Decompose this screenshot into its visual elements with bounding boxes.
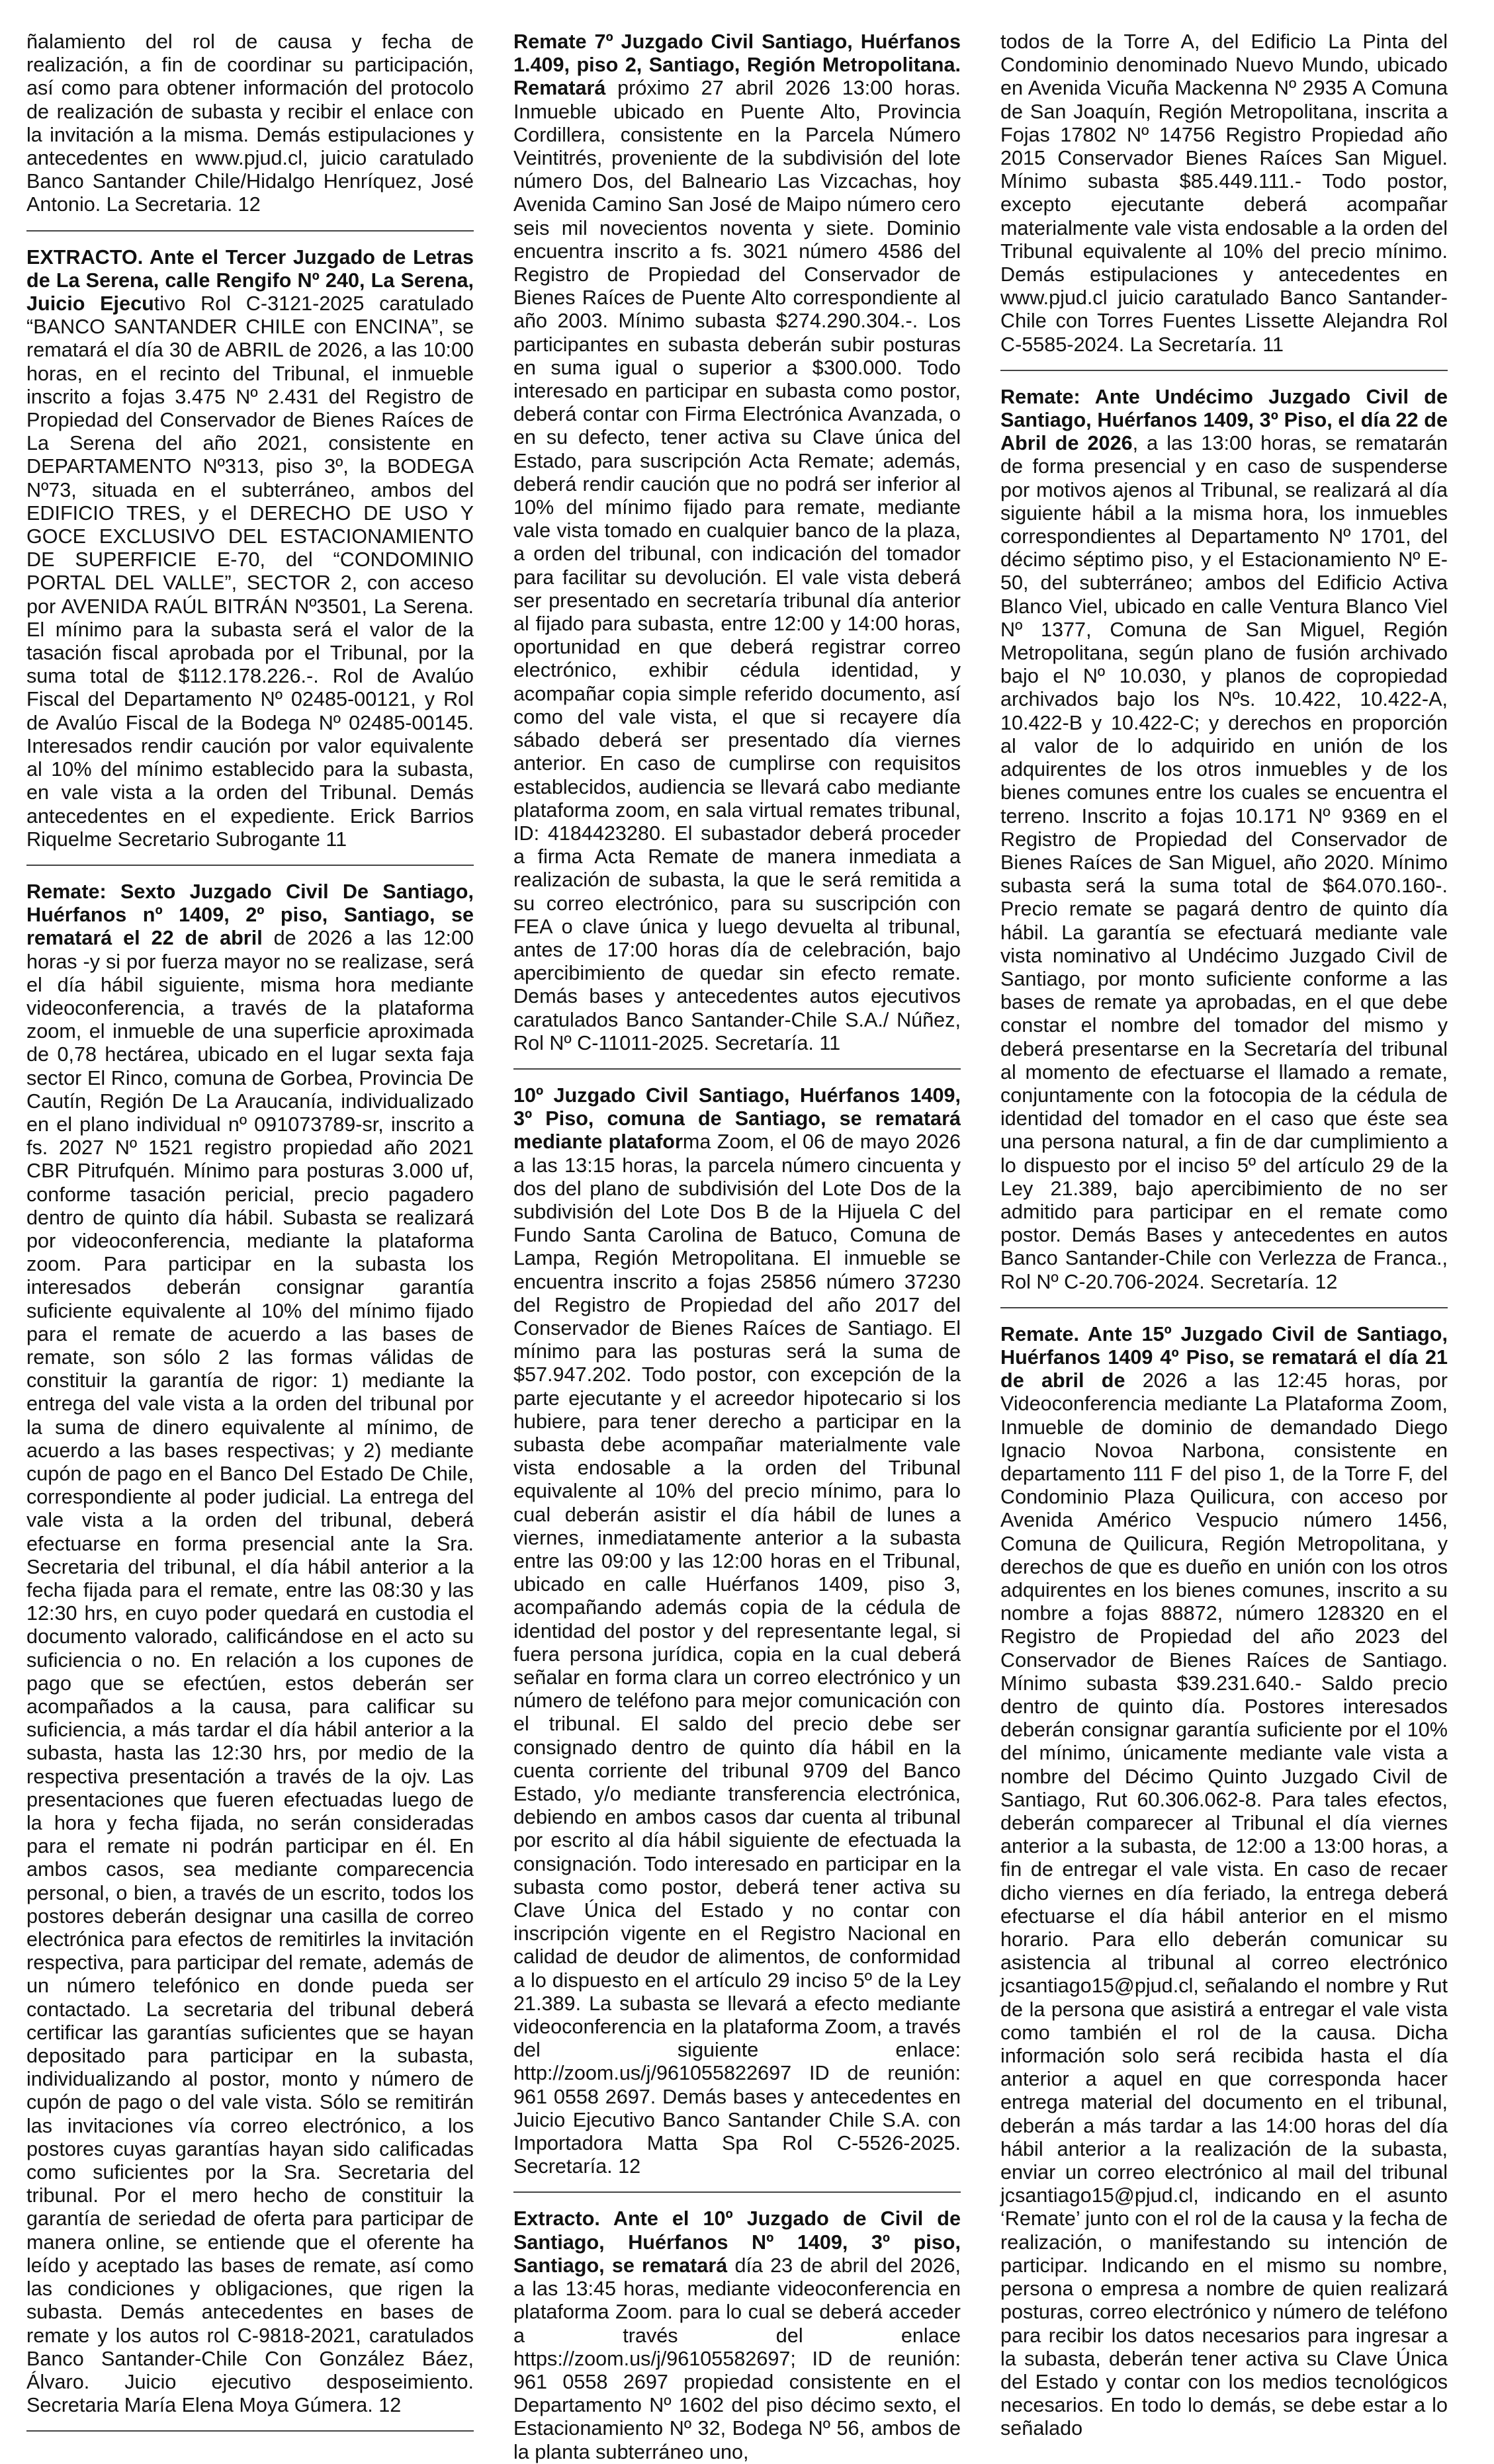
notice-divider — [26, 2430, 474, 2432]
notice-continuation-hidalgo — [26, 30, 474, 217]
notice-body: ñalamiento del rol de causa y fecha de realización, a fin de coordinar su participación, así como para obtener información del protocolo de realización de subasta y recibir el enlace con la invitación a la misma. Demás estipulaciones y antecedentes en www.pjud.cl, juicio caratulado Banco Santander Chile/Hidalgo Henríquez, José Antonio. La Secretaria. 12 — [26, 30, 474, 216]
notice-continuation-torres — [1000, 30, 1448, 357]
notice-sexto-juzgado — [26, 880, 474, 2417]
notice-decimo-juzgado-lampa — [513, 1084, 961, 2179]
notice-body: , a las 13:00 horas, se rematarán de forma presencial y en caso de suspenderse por motivos ajenos al Tribunal, se realizará al día siguiente hábil a la misma hora, los inmuebles correspondientes al Departamento Nº 1701, del décimo séptimo piso, y el Estacionamiento Nº E-50, del subterráneo; ambos del Edificio Activa Blanco Viel, ubicado en calle Ventura Blanco Viel Nº 1377, Comuna de San Miguel, Región Metropolitana, según plano de fusión archivado bajo el Nº 10.030, y planos de copropiedad archivados bajo los Nºs. 10.422, 10.422-A, 10.422-B y 10.422-C; y derechos en proporción al valor de lo adquirido en unión de los adquirentes de los otros inmuebles y de los bienes comunes entre los cuales se encuentra el terreno. Inscrito a fojas 10.171 Nº 9369 en el Registro de Propiedad del Conservador de Bienes Raíces de San Miguel, año 2020. Mínimo subasta será la suma total de $64.070.160-. Precio remate se pagará dentro de quinto día hábil. La garantía se efectuará mediante vale vista nominativo al Undécimo Juzgado Civil de Santiago, por monto suficiente conforme a las bases de remate ya aprobadas, en el que debe constar el nombre del tomador del mismo y deberá presentarse en la Secretaría del tribunal al momento de efectuarse el llamado a remate, conjuntamente con la fotocopia de la cédula de identidad del tomador en el caso que éste sea una persona natural, a fin de dar cumplimiento a lo dispuesto por el inciso 5º del artículo 29 de la Ley 21.389, bajo apercibimiento de no ser admitido para participar en el remate como postor. Demás Bases y antecedentes en autos Banco Santander-Chile con Verlezza de Franca., Rol Nº C-20.706-2024. Secretaría. 12 — [1000, 432, 1448, 1293]
notice-lead: 10º Juzgado Civil Santiago, Huérfanos 1409, 3º Piso, comuna de Santiago, se rematará mediante platafor — [513, 1083, 961, 1154]
notice-divider — [1000, 1307, 1448, 1308]
notice-divider — [26, 230, 474, 232]
notice-la-serena — [26, 246, 474, 851]
notice-decimoquinto-juzgado — [1000, 1323, 1448, 2441]
notice-body: de 2026 a las 12:00 horas -y si por fuerza mayor no se realizase, será el día hábil siguiente, misma hora mediante videoconferencia, a través de la plataforma zoom, el inmueble de una superficie aproximada de 0,78 hectárea, ubicado en el lugar sexta faja sector El Rinco, comuna de Gorbea, Provincia De Cautín, Región De La Araucanía, individualizado en el plano individual nº 091073789-sr, inscrito a fs. 2027 Nº 1521 registro propiedad año 2021 CBR Pitrufquén. Mínimo para posturas 3.000 uf, conforme tasación pericial, precio pagadero dentro de quinto día hábil. Subasta se realizará por videoconferencia, mediante la plataforma zoom. Para participar en la subasta los interesados deberán consignar garantía suficiente equivalente al 10% del mínimo fijado para el remate de acuerdo a las bases de remate, son sólo 2 las formas válidas de constituir la garantía de rigor: 1) mediante la entrega del vale vista a la orden del tribunal por la suma de dinero equivalente al mínimo, de acuerdo a las bases respectivas; y 2) mediante cupón de pago en el Banco Del Estado De Chile, correspondiente al poder judicial. La entrega del vale vista a la orden del tribunal, deberá efectuarse en forma presencial ante la Sra. Secretaria del tribunal, el día hábil anterior a la fecha fijada para el remate, entre las 08:30 y las 12:30 hrs, en cuyo poder quedará en custodia el documento valorado, calificándose en el acto su suficiencia o no. En relación a los cupones de pago que se efectúen, estos deberán ser acompañados a la causa, para calificar su suficiencia, a más tardar el día hábil anterior a la subasta, hasta las 12:30 hrs, por medio de la respectiva presentación a través de la ojv. Las presentaciones que fueren efectuadas luego de la hora y fecha fijada, no serán consideradas para el remate ni podrán participar en él. En ambos casos, sea mediante comparecencia personal, o bien, a través de un escrito, todos los postores deberán designar una casilla de correo electrónica para efectos de remitirles la invitación respectiva, para participar del remate, además de un número telefónico en donde pueda ser contactado. La secretaria del tribunal deberá certificar las garantías suficientes que se hayan depositado para participar en la subasta, individualizando al postor, monto y número de cupón de pago o del vale vista. Sólo se remitirán las invitaciones vía correo electrónico, a los postores cuyas garantías hayan sido calificadas como suficientes por la Sra. Secretaria del tribunal. Por el mero hecho de constituir la garantía de seriedad de oferta para participar de manera online, se entiende que el oferente ha leído y aceptado las bases de remate, así como las condiciones y obligaciones, que rigen la subasta. Demás antecedentes en bases de remate y los autos rol C-9818-2021, caratulados Banco Santander-Chile Con González Báez, Álvaro. Juicio ejecutivo desposeimiento. Secretaria María Elena Moya Gúmera. 12 — [26, 927, 474, 2417]
notice-lead: EXTRACTO. Ante el Tercer Juzgado de Letras de La Serena, calle Rengifo Nº 240, La Serena, Juicio Ejecu — [26, 245, 474, 316]
column-2 — [513, 30, 961, 2463]
notice-septimo-juzgado — [513, 30, 961, 1055]
notice-lead: Extracto. Ante el 10º Juzgado de Civil de Santiago, Huérfanos Nº 1409, 3º piso, Santiago, se rematará — [513, 2207, 961, 2277]
notice-body: todos de la Torre A, del Edificio La Pinta del Condominio denominado Nuevo Mundo, ubicado en Avenida Vicuña Mackenna Nº 2935 A Comuna de San Joaquín, Región Metropolitana, inscrita a Fojas 17802 Nº 14756 Registro Propiedad año 2015 Conservador Bienes Raíces San Miguel. Mínimo subasta $85.449.111.- Todo postor, excepto ejecutante deberá acompañar materialmente vale vista endosable a la orden del Tribunal equivalente al 10% del precio mínimo. Demás estipulaciones y antecedentes en www.pjud.cl juicio caratulado Banco Santander-Chile con Torres Fuentes Lissette Alejandra Rol C-5585-2024. La Secretaría. 11 — [1000, 30, 1448, 356]
notice-divider — [26, 865, 474, 866]
notice-body: día 23 de abril del 2026, a las 13:45 horas, mediante videoconferencia en plataforma Zoom. para lo cual se deberá acceder a través del enlace https://zoom.us/j/96105582697; ID de reunión: 961 0558 2697 propiedad consistente en el Departamento Nº 1602 del piso décimo sexto, el Estacionamiento Nº 32, Bodega Nº 56, ambos de la planta subterráneo uno, — [513, 2254, 961, 2463]
notice-divider — [1000, 370, 1448, 371]
notice-decimo-juzgado-extracto — [513, 2207, 961, 2463]
notice-lead: Remate. Ante 15º Juzgado Civil de Santiago, Huérfanos 1409 4º Piso, se rematará el día 21 de abril de — [1000, 1322, 1448, 1392]
notice-body: tivo Rol C-3121-2025 caratulado “BANCO SANTANDER CHILE con ENCINA”, se rematará el día 30 de ABRIL de 2026, a las 10:00 horas, en el recinto del Tribunal, el inmueble inscrito a fojas 3.475 Nº 2.431 del Registro de Propiedad del Conservador de Bienes Raíces de La Serena del año 2021, consistente en DEPARTAMENTO Nº313, piso 3º, la BODEGA Nº73, situada en el subterráneo, ambos del EDIFICIO TRES, y el DERECHO DE USO Y GOCE EXCLUSIVO DEL ESTACIONAMIENTO DE SUPERFICIE E-70, del “CONDOMINIO PORTAL DEL VALLE”, SECTOR 2, con acceso por AVENIDA RAÚL BITRÁN Nº3501, La Serena. El mínimo para la subasta será el valor de la tasación fiscal aprobada por el Tribunal, por la suma total de $112.178.226.-. Rol de Avalúo Fiscal del Departamento Nº 02485-00121, y Rol de Avalúo Fiscal de la Bodega Nº 02485-00145. Interesados rendir caución por valor equivalente al 10% del mínimo establecido para la subasta, en vale vista a la orden del Tribunal. Demás antecedentes en el expediente. Erick Barrios Riquelme Secretario Subrogante 11 — [26, 292, 474, 851]
notice-lead: Remate 7º Juzgado Civil Santiago, Huérfanos 1.409, piso 2, Santiago, Región Metropolitana. Rematará — [513, 30, 961, 100]
notice-body: 2026 a las 12:45 horas, por Videoconferencia mediante La Plataforma Zoom, Inmueble de dominio de demandado Diego Ignacio Novoa Narbona, consistente en departamento 111 F del piso 1, de la Torre F, del Condominio Plaza Quilicura, con acceso por Avenida Américo Vespucio número 1456, Comuna de Quilicura, Región Metropolitana, y derechos de que es dueño en unión con los otros adquirentes en los bienes comunes, inscrito a su nombre a fojas 88872, número 128320 en el Registro de Propiedad del año 2023 del Conservador de Bienes Raíces de Santiago. Mínimo subasta $39.231.640.- Saldo precio dentro de quinto día. Postores interesados deberán consignar garantía suficiente por el 10% del mínimo, únicamente mediante vale vista a nombre del Décimo Quinto Juzgado Civil de Santiago, Rut 60.306.062-8. Para tales efectos, deberán comparecer al Tribunal el día viernes anterior a la subasta, de 12:00 a 13:00 horas, a fin de entregar el vale vista. En caso de recaer dicho viernes en día feriado, la entrega deberá efectuarse el día hábil anterior en el mismo horario. Para ello deberán comunicar su asistencia al tribunal al correo electrónico jcsantiago15@pjud.cl, señalando el nombre y Rut de la persona que asistirá a entregar el vale vista como también el rol de la causa. Dicha información solo será recibida hasta el día anterior a aquel en que corresponda hacer entrega material del documento en el tribunal, deberán a más tardar a las 14:00 horas del día hábil anterior a la realización de la subasta, enviar un correo electrónico al mail del tribunal jcsantiago15@pjud.cl, indicando en el asunto ‘Remate’ junto con el rol de la causa y la fecha de realización, o manifestando su intención de participar. Indicando en el mismo su nombre, persona o empresa a nombre de quien realizará posturas, correo electrónico y número de teléfono para recibir los datos necesarios para ingresar a la subasta, deberán tener activa su Clave Única del Estado y contar con los medios tecnológicos necesarios. En todo lo demás, se debe estar a lo señalado — [1000, 1369, 1448, 2440]
notice-body: ma Zoom, el 06 de mayo 2026 a las 13:15 horas, la parcela número cincuenta y dos del plano de subdivisión del Lote Dos de la subdivisión del Lote Dos B de la Hijuela C del Fundo Santa Carolina de Batuco, Comuna de Lampa, Región Metropolitana. El inmueble se encuentra inscrito a fojas 25856 número 37230 del Registro de Propiedad del año 2017 del Conservador de Bienes Raíces de Santiago. El mínimo para las posturas será la suma de $57.947.202. Todo postor, con excepción de la parte ejecutante y el acreedor hipotecario si los hubiere, para tener derecho a participar en la subasta debe acompañar materialmente vale vista endosable a la orden del Tribunal equivalente al 10% del precio mínimo, para lo cual deberán asistir el día hábil de lunes a viernes, inmediatamente anterior a la subasta entre las 09:00 y las 12:00 horas en el Tribunal, ubicado en calle Huérfanos 1409, piso 3, acompañando además copia de la cédula de identidad del postor y del representante legal, si fuera persona jurídica, copia en la cual deberá señalar en forma clara un correo electrónico y un número de teléfono para mejor comunicación con el tribunal. El saldo del precio debe ser consignado dentro de quinto día hábil en la cuenta corriente del tribunal 9709 del Banco Estado, y/o mediante transferencia electrónica, debiendo en ambos casos dar cuenta al tribunal por escrito al día hábil siguiente de efectuada la consignación. Todo interesado en participar en la subasta como postor, deberá tener activa su Clave Única del Estado y no contar con inscripción vigente en el Registro Nacional en calidad de deudor de alimentos, de conformidad a lo dispuesto en el artículo 29 inciso 5º de la Ley 21.389. La subasta se llevará a efecto mediante videoconferencia en la plataforma Zoom, a través del siguiente enlace: http://zoom.us/j/96105582269​7 ID de reunión: 961 0558 2697. Demás bases y antecedentes en Juicio Ejecutivo Banco Santander Chile S.A. con Importadora Matta Spa Rol C-5526-2025. Secretaría. 12 — [513, 1130, 961, 2178]
notice-undecimo-juzgado — [1000, 386, 1448, 1294]
notice-divider — [513, 2191, 961, 2193]
notice-lead: Remate: Ante Undécimo Juzgado Civil de Santiago, Huérfanos 1409, 3º Piso, el día 22 de Abril de 2026 — [1000, 385, 1448, 455]
notice-body: próximo 27 abril 2026 13:00 horas. Inmueble ubicado en Puente Alto, Provincia Cordillera, consistente en la Parcela Número Veintitrés, proveniente de la subdivisión del lote número Dos, del Balneario Las Vizcachas, hoy Avenida Camino San José de Maipo número cero seis mil novecientos noventa y siete. Dominio encuentra inscrito a fs. 3021 número 4586 del Registro de Propiedad del Conservador de Bienes Raíces de Puente Alto correspondiente al año 2003. Mínimo subasta $274.290.304.-. Los participantes en subasta deberán subir posturas en suma igual o superior a $300.000. Todo interesado en participar en subasta como postor, deberá contar con Firma Electrónica Avanzada, o en su defecto, tener activa su Clave única del Estado, para suscripción Acta Remate; además, deberá rendir caución que no podrá ser inferior al 10% del mínimo fijado para remate, mediante vale vista tomado en cualquier banco de la plaza, a orden del tribunal, con indicación del tomador para facilitar su devolución. El vale vista deberá ser presentado en secretaría tribunal día anterior al fijado para subasta, entre 12:00 y 14:00 horas, oportunidad en que deberá registrar correo electrónico, exhibir cédula identidad, y acompañar copia simple referido documento, así como del vale vista, el que si recayere día sábado deberá ser presentado día viernes anterior. En caso de cumplirse con requisitos establecidos, audiencia se llevará cabo mediante plataforma zoom, en sala virtual remates tribunal, ID: 4184423280. El subastador deberá proceder a firma Acta Remate de manera inmediata a realización de subasta, la que le será remitida a su correo electrónico, para su suscripción con FEA o clave única y luego devuelta al tribunal, antes de 17:00 horas día de celebración, bajo apercibimiento de quedar sin efecto remate. Demás bases y antecedentes autos ejecutivos caratulados Banco Santander-Chile S.A./ Núñez, Rol Nº C-11011-2025. Secretaría. 11 — [513, 77, 961, 1054]
notice-divider — [513, 1068, 961, 1070]
column-3 — [1000, 30, 1448, 2440]
column-1 — [26, 30, 474, 2417]
notice-lead: Remate: Sexto Juzgado Civil De Santiago, Huérfanos nº 1409, 2º piso, Santiago, se rematará el 22 de abril — [26, 880, 474, 950]
